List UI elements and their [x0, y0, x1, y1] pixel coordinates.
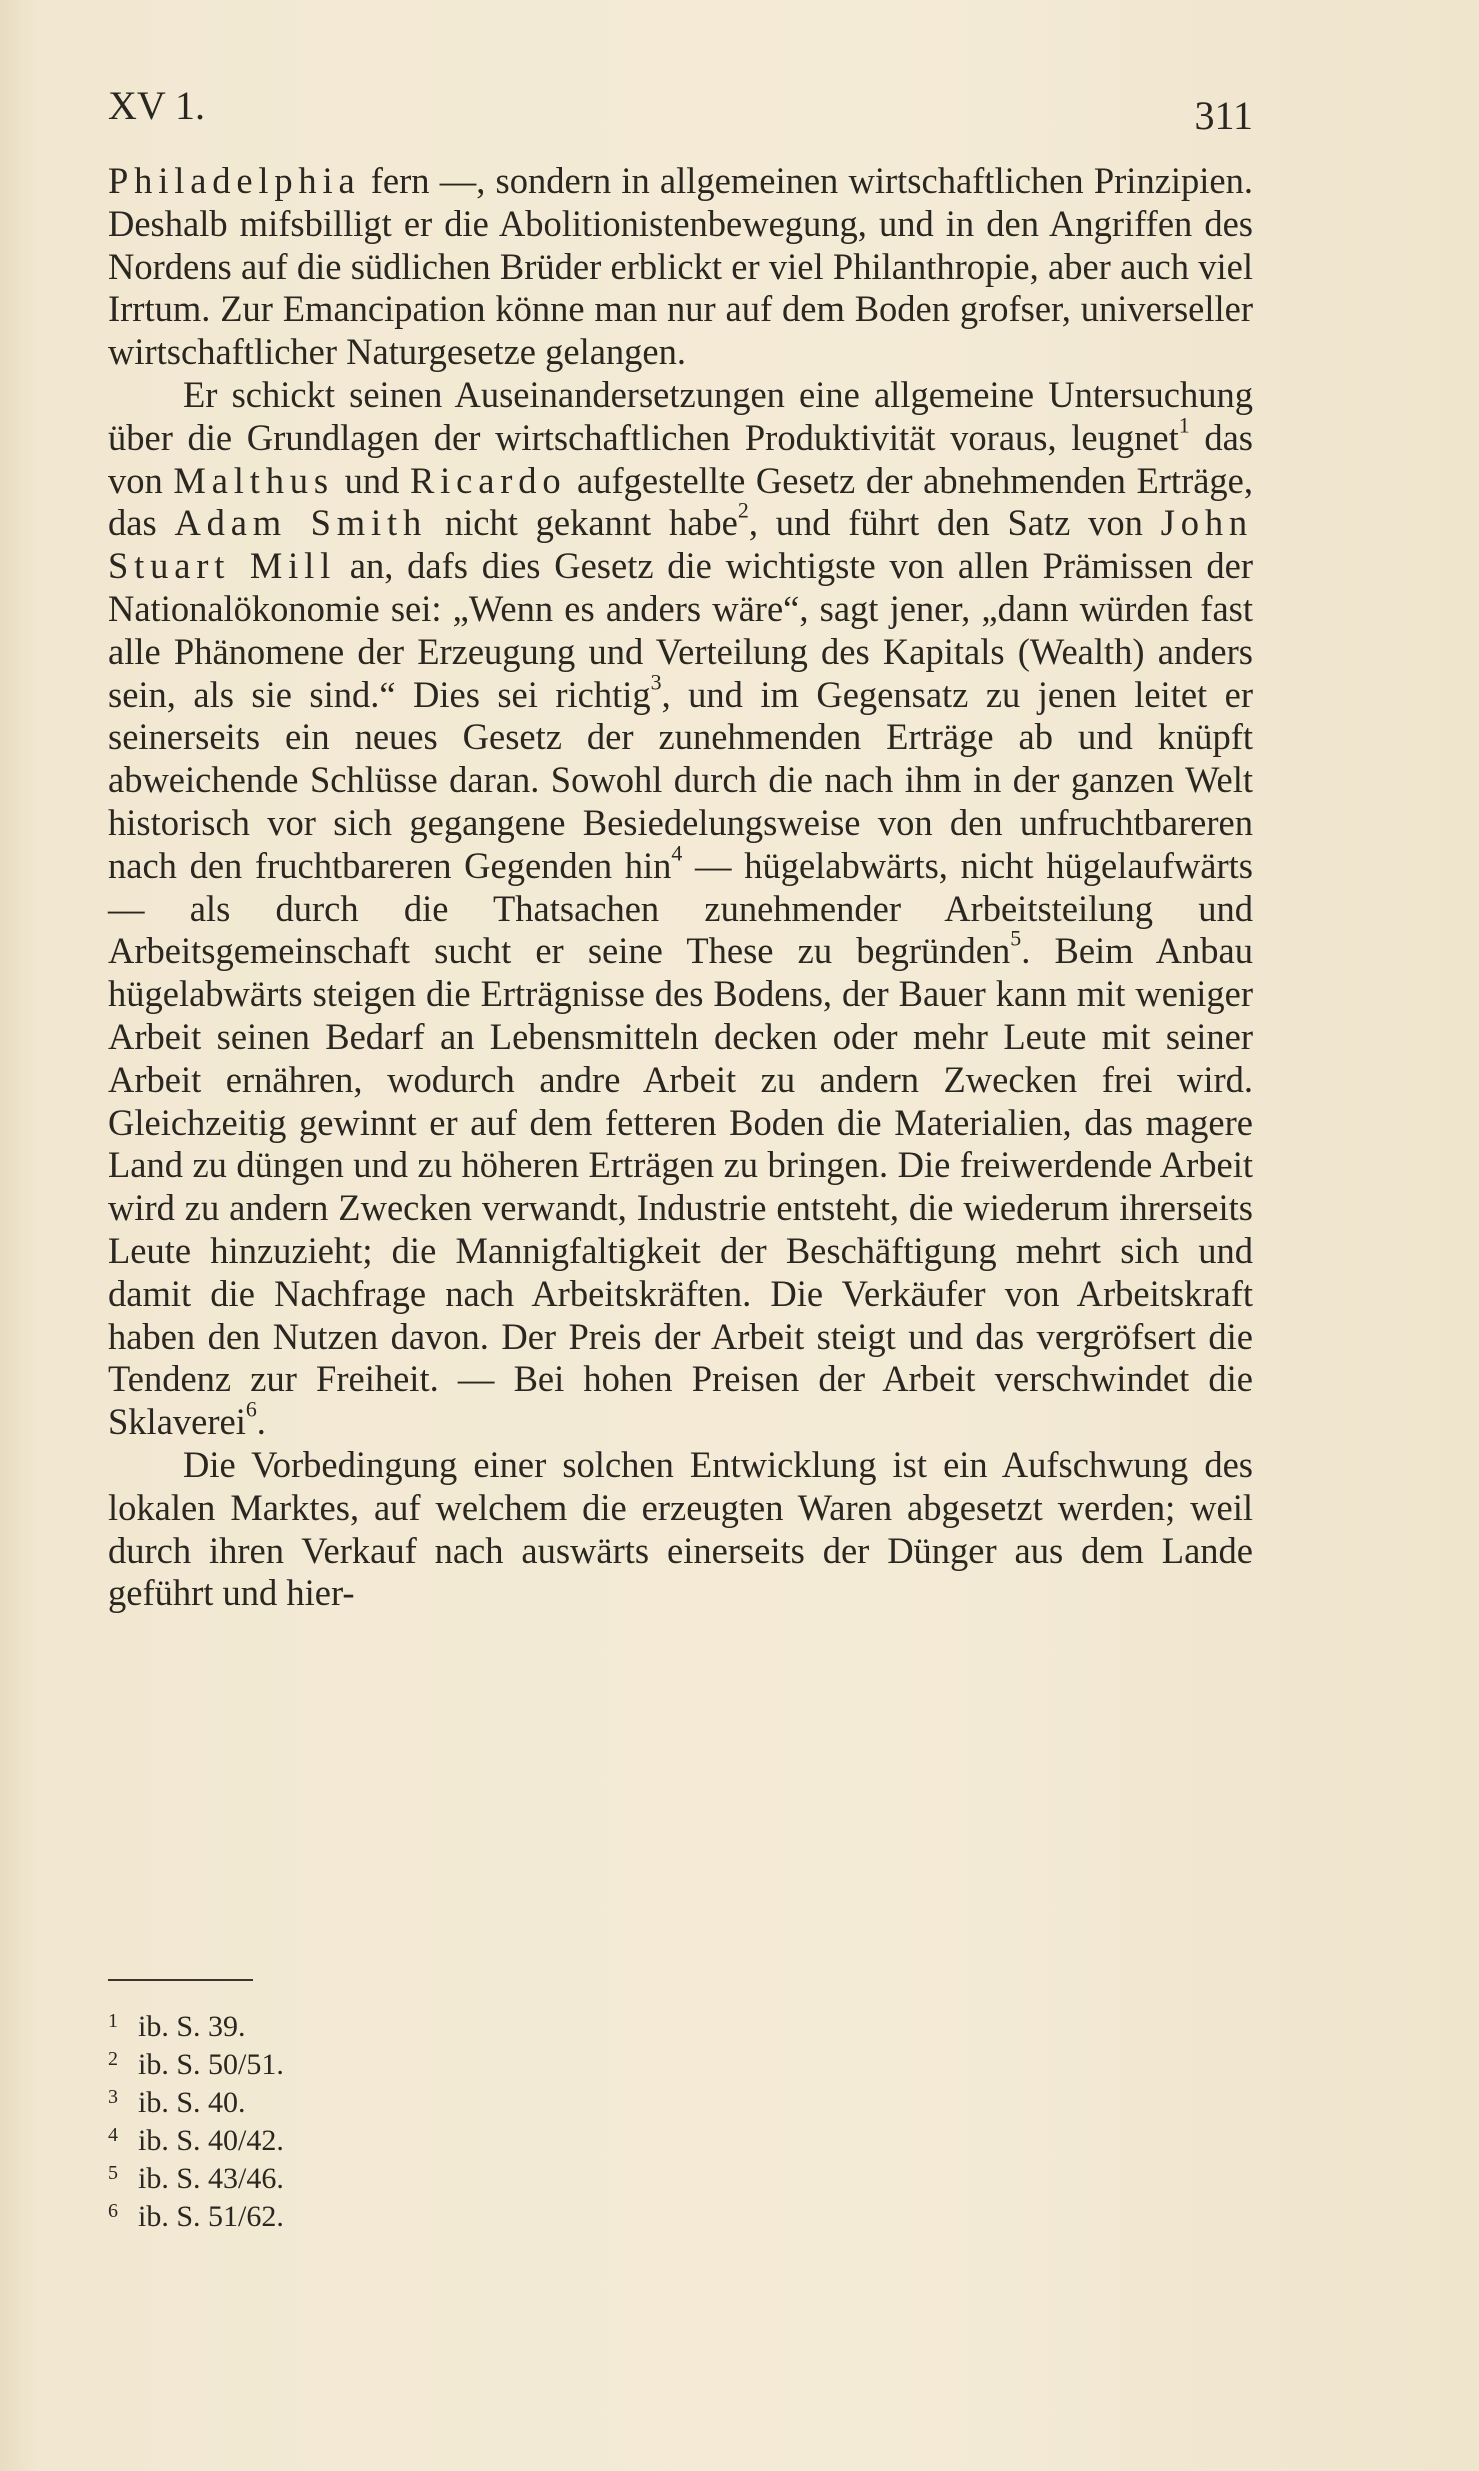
footnote — [108, 2084, 608, 2122]
spaced-name: Adam Smith — [174, 502, 428, 544]
footnote — [108, 2008, 608, 2046]
text-run: das von — [108, 416, 1254, 501]
footnote — [108, 2046, 608, 2084]
footnote-ref: 5 — [1010, 925, 1022, 951]
paragraph — [108, 1444, 1253, 1615]
paragraph — [108, 374, 1253, 1444]
footnote-text: ib. S. 51/62. — [138, 2200, 284, 2233]
footnote-text: ib. S. 40. — [138, 2086, 246, 2119]
text-run: aufgestellte Gesetz der abnehmenden Erträge, das — [108, 459, 1253, 544]
spaced-name: Malthus — [173, 459, 334, 501]
footnotes — [108, 2008, 608, 2236]
spaced-name: Philadelphia — [108, 160, 361, 201]
footnote-text: ib. S. 39. — [138, 2010, 246, 2043]
text-run: an, dafs dies Gesetz die wichtigste von allen Prämissen der Nationalökonomie sei: „Wenn es anders wäre“, sagt jener, „dann würden fast alle Phänomene der Erzeugung und Verteilung des Kapitals (Wealth) anders sein, als sie sind.“ Dies sei richtig — [108, 545, 1253, 715]
text-run: fern —, sondern in allgemeinen wirtschaftlichen Prinzipien. Deshalb mifsbilligt er die Abolitionistenbewegung, und in den Angriffen des Nordens auf die südlichen Brüder erblickt er viel Philanthropie, aber auch viel Irrtum. Zur Emancipation könne man nur auf dem Boden grofser, universeller wirtschaftlicher Naturgesetze gelangen. — [108, 160, 1253, 373]
text-run: Er schickt seinen Auseinandersetzungen eine allgemeine Untersuchung über die Grundlagen der wirtschaftlichen Produktivität voraus, leugnet — [108, 373, 1253, 458]
text-run: , und im Gegensatz zu jenen leitet er seinerseits ein neues Gesetz der zunehmenden Erträge ab und knüpft abweichende Schlüsse daran. Sowohl durch die nach ihm in der ganzen Welt historisch vor sich gegangene Besiedelungsweise von den unfruchtbareren nach den fruchtbareren Gegenden hin — [108, 673, 1253, 886]
footnote-ref: 3 — [650, 669, 662, 695]
page-header — [108, 82, 1253, 142]
spaced-name: John Stuart Mill — [108, 502, 1254, 587]
text-run: — hügelabwärts, nicht hügelaufwärts — als durch die Thatsachen zunehmender Arbeitsteilung und Arbeitsgemeinschaft sucht er seine These zu begründen — [108, 844, 1253, 972]
footnote-number: 6 — [108, 2200, 118, 2222]
footnote — [108, 2160, 608, 2198]
footnote-ref: 1 — [1178, 412, 1190, 438]
spaced-name: Ricardo — [409, 459, 567, 501]
footnote-number: 4 — [108, 2124, 118, 2146]
footnote-ref: 2 — [737, 497, 749, 523]
footnote-ref: 6 — [245, 1396, 257, 1422]
footnote-number: 3 — [108, 2086, 118, 2108]
footnote-number: 5 — [108, 2162, 118, 2184]
page-number: 311 — [1194, 93, 1253, 138]
body-text — [108, 160, 1253, 1615]
text-run: . Beim Anbau hügelabwärts steigen die Erträgnisse des Bodens, der Bauer kann mit weniger Arbeit seinen Bedarf an Lebensmitteln decken oder mehr Leute mit seiner Arbeit ernähren, wodurch andre Arbeit zu andern Zwecken frei wird. Gleichzeitig gewinnt er auf dem fetteren Boden die Materialien, das magere Land zu düngen und zu höheren Erträgen zu bringen. Die freiwerdende Arbeit wird zu andern Zwecken verwandt, Industrie entsteht, die wiederum ihrerseits Leute hinzuzieht; die Mannigfaltigkeit der Beschäftigung mehrt sich und damit die Nachfrage nach Arbeitskräften. Die Verkäufer von Arbeitskraft haben den Nutzen davon. Der Preis der Arbeit steigt und das vergröfsert die Tendenz zur Freiheit. — Bei hohen Preisen der Arbeit verschwindet die Sklaverei — [108, 930, 1253, 1443]
footnote-divider — [108, 1979, 253, 1981]
footnote-number: 2 — [108, 2048, 118, 2070]
footnote-ref: 4 — [671, 840, 683, 866]
chapter-marker: XV 1. — [108, 83, 206, 128]
paragraph — [108, 160, 1253, 374]
footnote — [108, 2122, 608, 2160]
footnote-number: 1 — [108, 2010, 118, 2032]
text-run: nicht gekannt habe — [427, 502, 738, 544]
text-run: Die Vorbedingung einer solchen Entwicklung ist ein Aufschwung des lokalen Marktes, auf welchem die erzeugten Waren abgesetzt werden; weil durch ihren Verkauf nach auswärts einerseits der Dünger aus dem Lande geführt und hier- — [108, 1443, 1253, 1614]
text-run: und — [333, 459, 410, 501]
footnote-text: ib. S. 43/46. — [138, 2162, 284, 2195]
text-run: . — [256, 1401, 266, 1443]
text-run: , und führt den Satz von — [748, 502, 1161, 544]
footnote-text: ib. S. 50/51. — [138, 2048, 284, 2081]
footnote — [108, 2198, 608, 2236]
footnote-text: ib. S. 40/42. — [138, 2124, 284, 2157]
